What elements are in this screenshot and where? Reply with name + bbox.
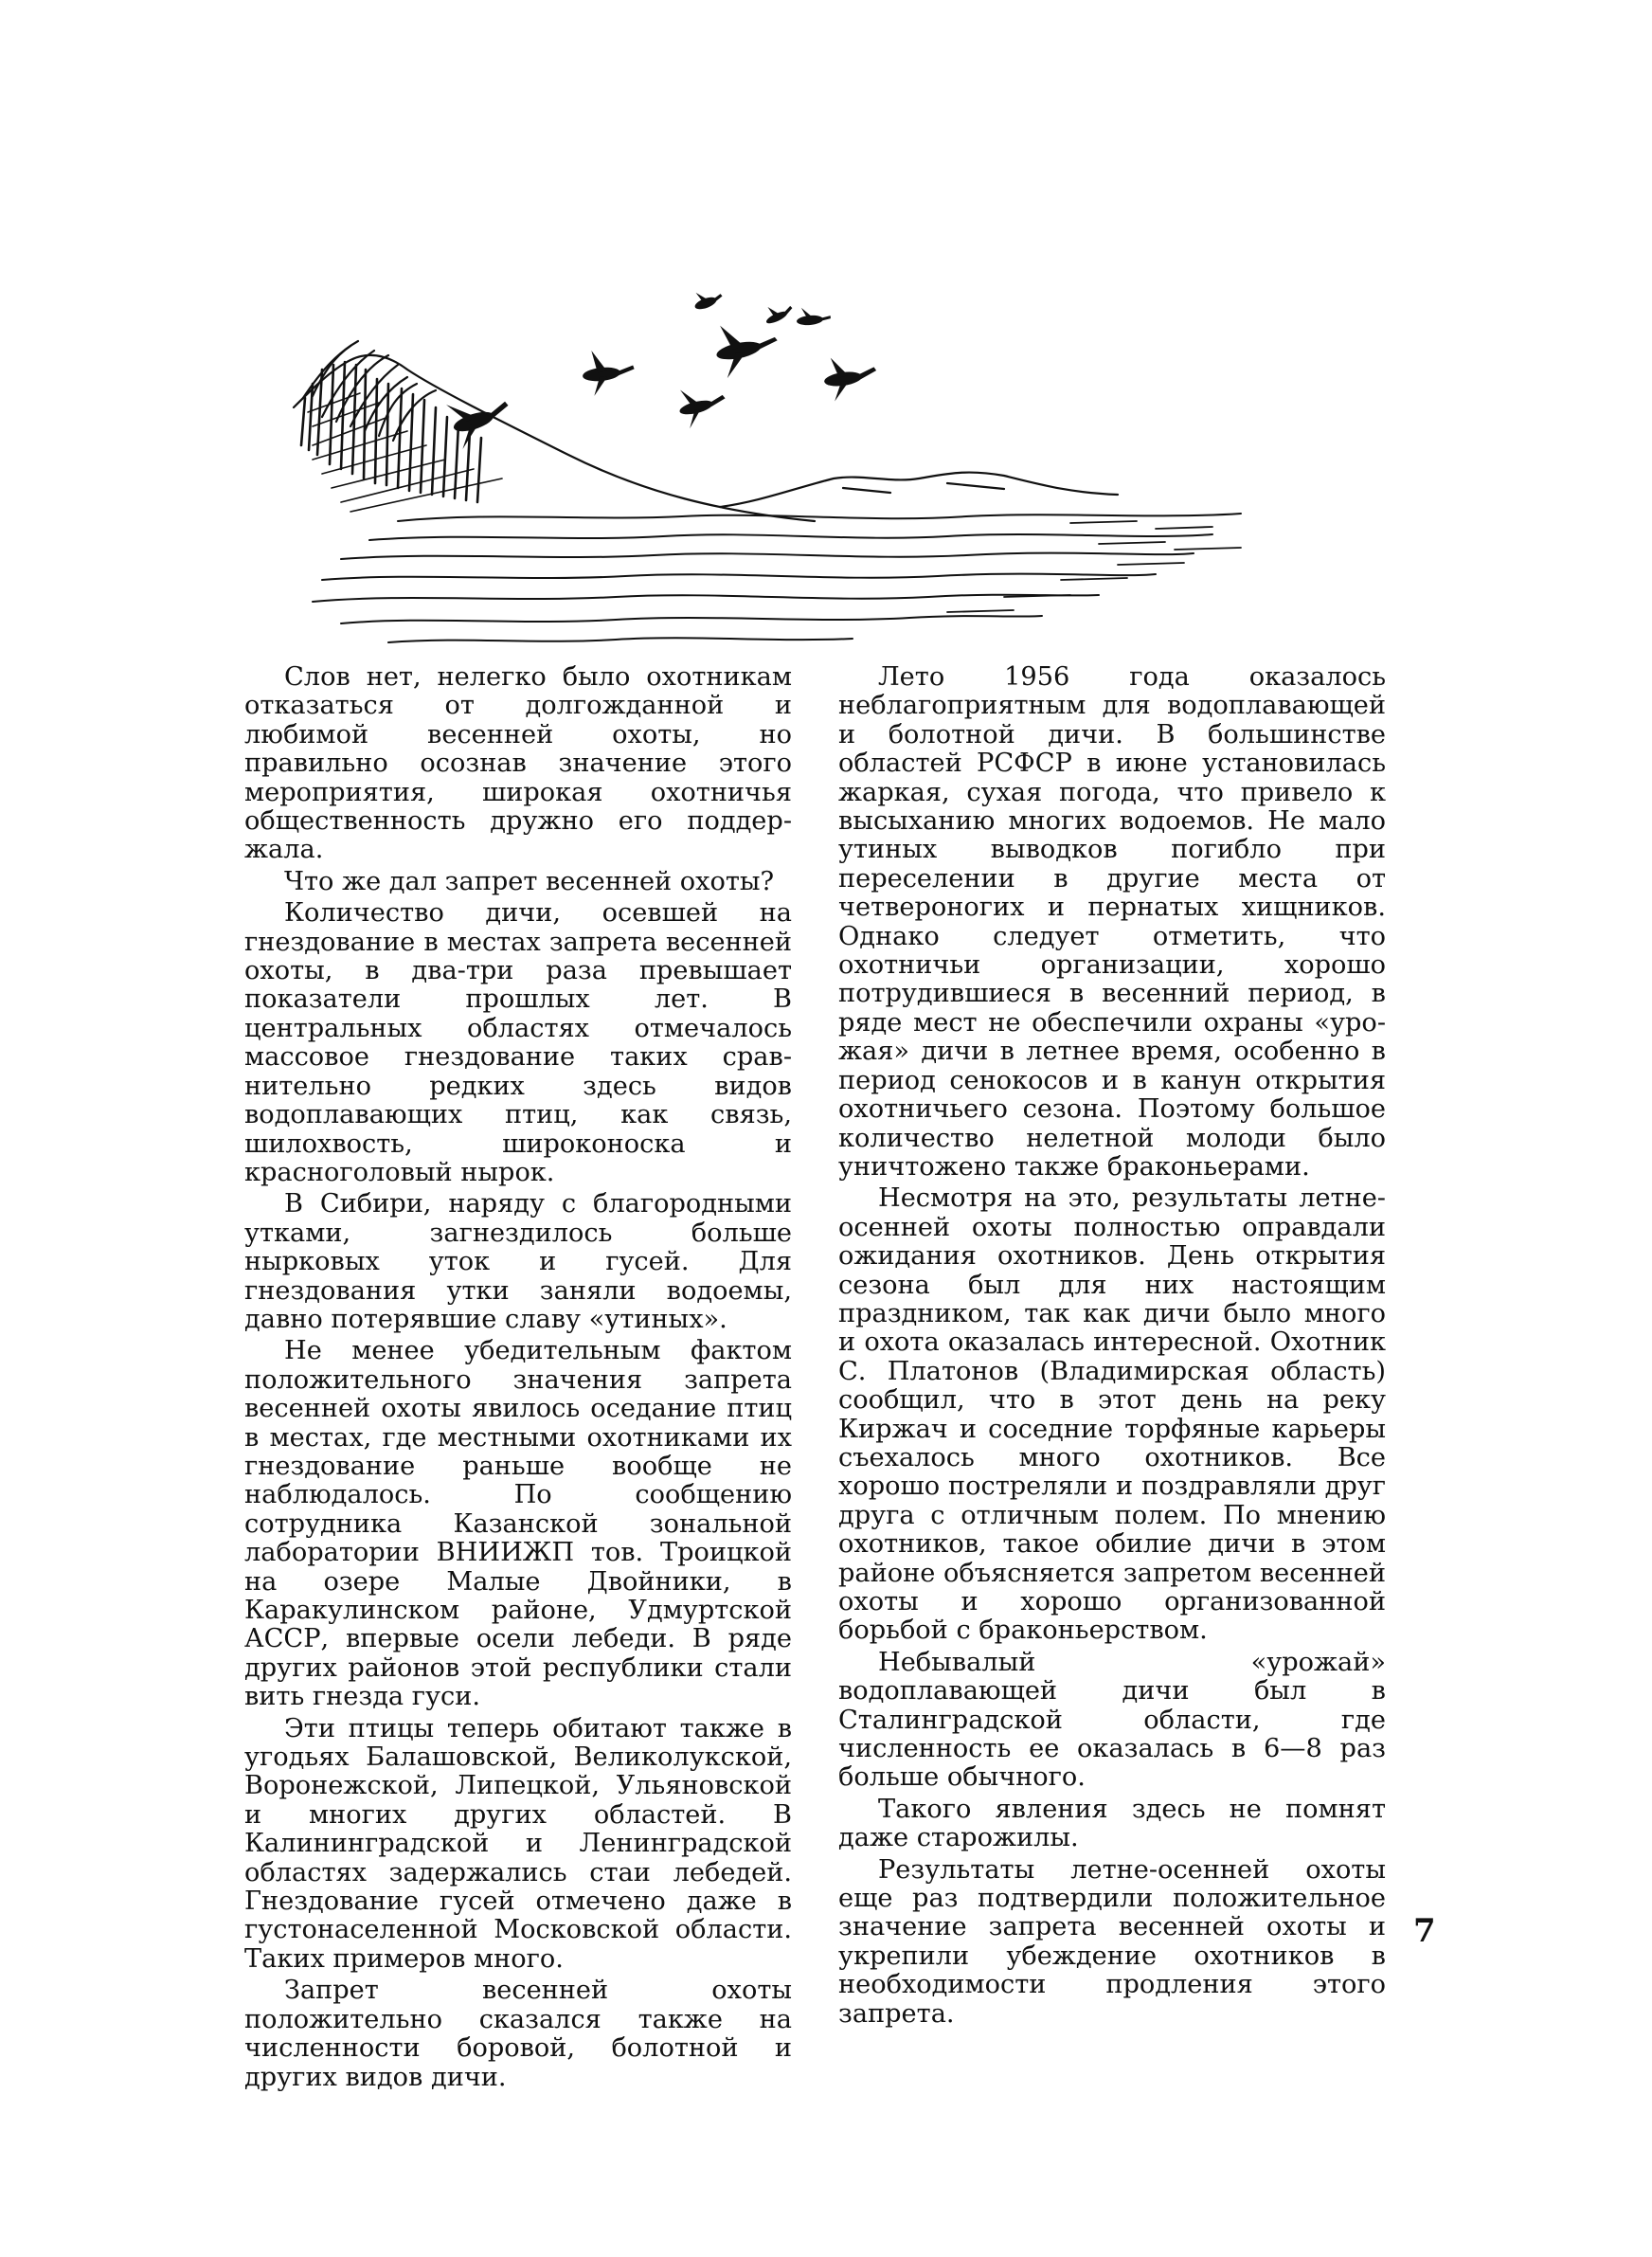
goose-1 [710, 315, 782, 379]
goose-6 [691, 284, 725, 311]
paragraph: Небывалый «урожай» водоплавающей дичи был в Сталинградской области, где численность ее оказалась в 6—8 раз больше обычного. [838, 1647, 1386, 1793]
paragraph: Запрет весенней охоты положительно сказался также на численности боровой, болотной и других видов дичи. [244, 1976, 792, 2092]
paragraph: Лето 1956 года оказалось неблагоприятным для водоплавающей и болотной дичи. В большинстве областей РСФСР в июне установилась жаркая, сухая погода, что привело к высыханию многих водоемов. Не мало утиных выводков погибло при переселении в другие места от четвероногих и пернатых хищников. Однако следует отметить, что охотничьи организации, хорошо потрудившиеся в весенний период, в ряде мест не обеспечили охраны «урожая» дичи в летнее время, особенно в период сенокосов и в канун открытия охотничьего сезона. Поэтому большое количество нелетной молоди было уничтожено также браконьерами. [838, 662, 1386, 1182]
goose-4 [580, 346, 637, 396]
geese-over-marsh-illustration [284, 275, 1392, 654]
paragraph: Не менее убедительным фактом положительного значения запрета весенней охоты явилось оседание птиц в местах, где местными охотниками их гнездование раньше вообще не наблюдалось. По сообщению сотрудника Казанской зональной лаборатории ВНИИЖП тов. Троицкой на озере Малые Двойники, в Каракулинском районе, Удмуртской АССР, впервые осели лебеди. В ряде других районов этой республики стали вить гнезда гуси. [244, 1336, 792, 1712]
right-column [838, 663, 1386, 2031]
left-column [244, 663, 792, 2095]
paragraph: В Сибири, наряду с благородными утками, загнездилось больше нырковых уток и гусей. Для гнездования утки заняли водоемы, давно потерявшие славу «утиных». [244, 1189, 792, 1334]
paragraph: Несмотря на это, результаты летне-осенней охоты полностью оправдали ожидания охотников. День открытия сезона был для них настоящим праздником, так как дичи было много и охота оказалась интересной. Охотник С. Платонов (Владимирская область) сообщил, что в этот день на реку Киржач и соседние торфяные карьеры съехалось много охотников. Все хорошо постреляли и поздравляли друг друга с отличным полем. По мнению охотников, такое обилие дичи в этом районе объясняется запретом весенней охоты и хорошо организованной борьбой с браконьерством. [838, 1183, 1386, 1646]
goose-2 [821, 352, 880, 402]
paragraph: Такого явления здесь не помнят даже старожилы. [838, 1794, 1386, 1853]
paragraph: Слов нет, нелегко было охотникам отказаться от долгожданной и любимой весенней охоты, но правильно осознав значение этого мероприятия, широкая охотничья общественность дружно его поддержала. [244, 662, 792, 865]
paragraph: Количество дичи, осевшей на гнездование в местах запрета весенней охоты, в два-три раза превышает показатели прошлых лет. В центральных областях отмечалось массовое гнездование таких сравнительно редких здесь видов водоплавающих птиц, как связь, шилохвость, широконоска и красноголовый нырок. [244, 898, 792, 1187]
reeds-and-water [294, 341, 1241, 642]
paragraph: Эти птицы теперь обитают также в угодьях Балашовской, Великолукской, Воронежской, Липецкой, Ульяновской и многих других областей. В Калининградской и Ленинградской областях задержались стаи лебедей. Гнездование гусей отмечено даже в густонаселенной Московской области. Таких примеров много. [244, 1713, 792, 1974]
goose-7 [761, 298, 795, 325]
page-number: 7 [1413, 1912, 1436, 1950]
paragraph: Результаты летне-осенней охоты еще раз подтвердили положительное значение запрета весенней охоты и укрепили убеждение охотников в необходимости продления этого запрета. [838, 1854, 1386, 2029]
goose-8 [796, 305, 832, 326]
paragraph: Что же дал запрет весенней охоты? [284, 866, 775, 896]
goose-5 [674, 380, 730, 430]
